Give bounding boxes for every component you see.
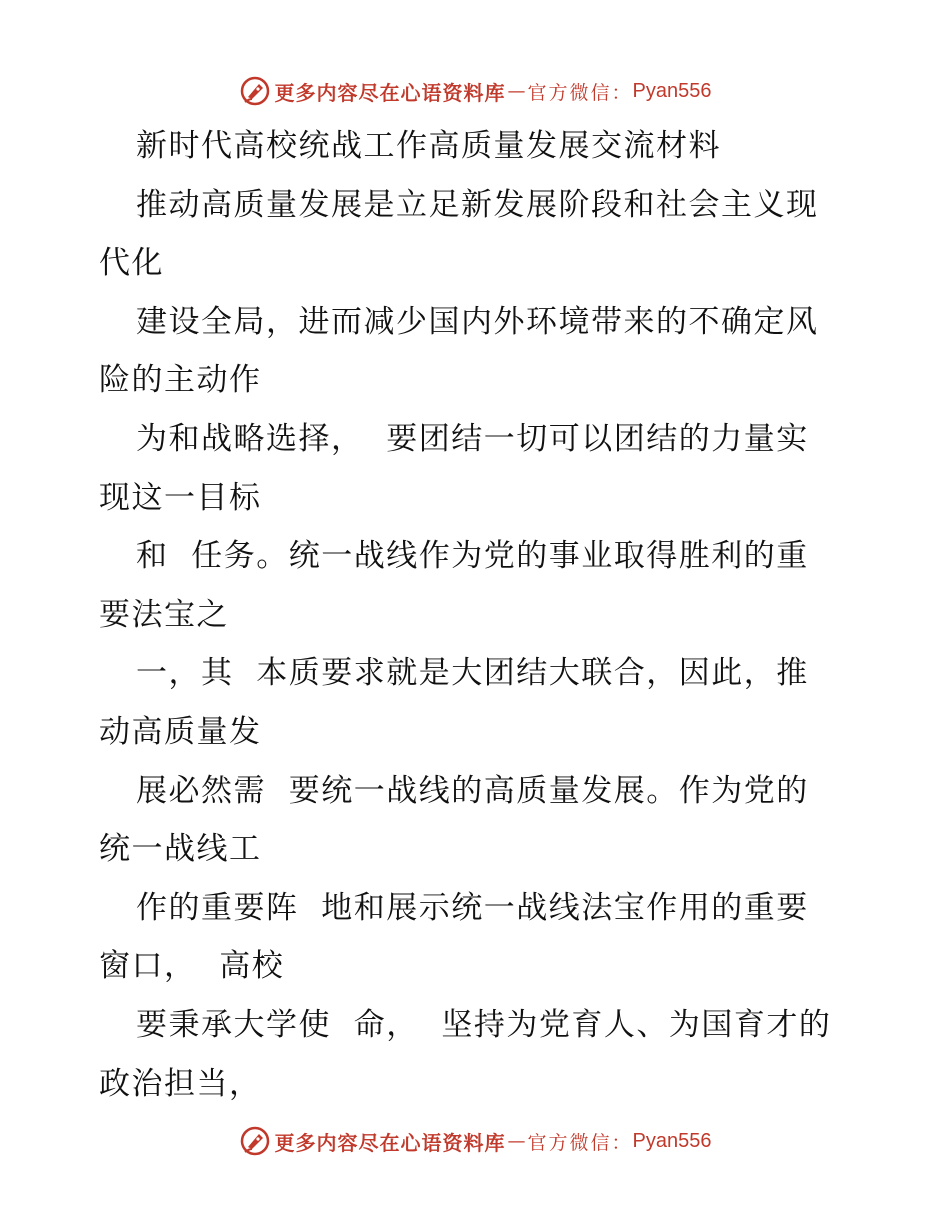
header-banner: [0, 71, 950, 111]
document-line: 推动高质量发展是立足新发展阶段和社会主义现: [136, 186, 819, 223]
header-dash: —: [507, 80, 526, 102]
document-body: [99, 117, 859, 1113]
header-wechat-label: 官方微信：: [527, 81, 633, 104]
footer-banner: [0, 1121, 950, 1161]
pen-nib-logo-icon: [239, 1125, 271, 1157]
document-line: 统一战线工: [99, 831, 262, 868]
pen-nib-logo-icon: [239, 75, 271, 107]
document-line: 要秉承大学使 命， 坚持为党育人、为国育才的: [136, 1006, 832, 1043]
document-line: 一，其 本质要求就是大团结大联合，因此，推: [136, 655, 809, 692]
document-line: 现这一目标: [99, 479, 262, 516]
header-wechat-id: Pyan556: [632, 79, 712, 102]
footer-wechat-label: 官方微信：: [527, 1131, 633, 1154]
footer-brand-text: 更多内容尽在心语资料库: [274, 1130, 506, 1155]
footer-wechat-id: Pyan556: [632, 1129, 712, 1152]
document-line: 政治担当，: [99, 1065, 262, 1102]
document-line: 和 任务。统一战线作为党的事业取得胜利的重: [136, 538, 809, 575]
document-line: 要法宝之: [99, 596, 229, 633]
document-line: 建设全局，进而减少国内外环境带来的不确定风: [136, 303, 819, 340]
footer-dash: —: [507, 1130, 526, 1152]
header-brand-text: 更多内容尽在心语资料库: [274, 80, 506, 105]
document-line: 作的重要阵 地和展示统一战线法宝作用的重要: [136, 889, 809, 926]
document-line: 为和战略选择， 要团结一切可以团结的力量实: [136, 420, 809, 457]
document-line: 新时代高校统战工作高质量发展交流材料: [136, 128, 721, 164]
document-line: 动高质量发: [99, 713, 262, 750]
document-line: 代化: [99, 245, 164, 282]
document-line: 险的主动作: [99, 362, 262, 399]
document-line: 展必然需 要统一战线的高质量发展。作为党的: [136, 772, 809, 809]
document-line: 窗口， 高校: [99, 948, 285, 985]
